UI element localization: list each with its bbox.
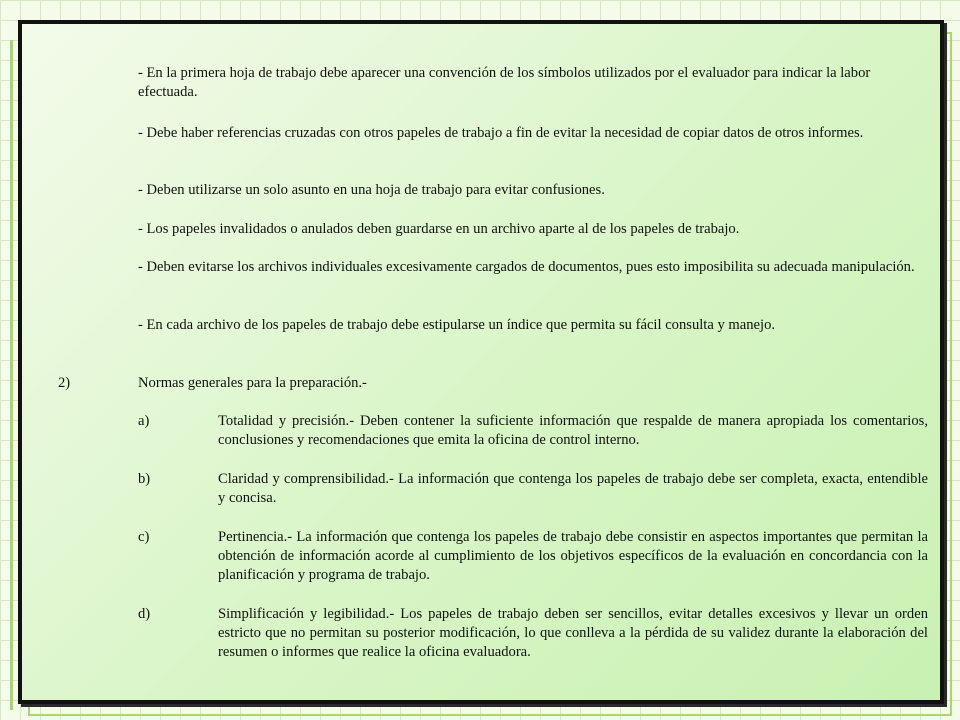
bullet-single-subject: - Deben utilizarse un solo asunto en una hoja de trabajo para evitar confusiones. <box>138 182 605 198</box>
slide-panel <box>18 20 944 704</box>
bullet-index: - En cada archivo de los papeles de trabajo debe estipularse un índice que permita su fácil consulta y manejo. <box>138 317 776 333</box>
item-letter-a: a) <box>138 413 150 429</box>
item-letter-d: d) <box>138 606 151 622</box>
item-text-c: Pertinencia.- La información que contenga los papeles de trabajo debe consistir en aspectos importantes que permitan la obtención de información acorde al cumplimiento de los objetivos específicos de la evaluación en concordancia con la planificación y programa de trabajo. <box>218 529 928 583</box>
bullet-invalidated-papers: - Los papeles invalidados o anulados deben guardarse en un archivo aparte al de los papeles de trabajo. <box>138 221 740 237</box>
item-letter-c: c) <box>138 529 150 545</box>
slide-content <box>22 24 940 700</box>
item-text-b: Claridad y comprensibilidad.- La información que contenga los papeles de trabajo debe ser completa, exacta, entendible y concisa. <box>218 471 928 506</box>
section-number: 2) <box>58 375 71 391</box>
item-text-a: Totalidad y precisión.- Deben contener la suficiente información que respalde de manera apropiada los comentarios, conclusiones y recomendaciones que emita la oficina de control interno. <box>218 413 928 448</box>
section-title: Normas generales para la preparación.- <box>138 375 367 391</box>
bullet-overloaded-files: - Deben evitarse los archivos individuales excesivamente cargados de documentos, pues esto imposibilita su adecuada manipulación. <box>138 259 915 275</box>
item-text-d: Simplificación y legibilidad.- Los papeles de trabajo deben ser sencillos, evitar detalles excesivos y llevar un orden estricto que no permitan su posterior modificación, lo que conlleva a la pérdida de su validez durante la elaboración del resumen o informes que realice la oficina evaluadora. <box>218 606 928 660</box>
item-letter-b: b) <box>138 471 151 487</box>
bullet-symbols-convention: - En la primera hoja de trabajo debe aparecer una convención de los símbolos utilizados por el evaluador para indicar la labor efectuada. <box>138 65 871 100</box>
bullet-cross-references: - Debe haber referencias cruzadas con otros papeles de trabajo a fin de evitar la necesidad de copiar datos de otros informes. <box>138 125 864 141</box>
